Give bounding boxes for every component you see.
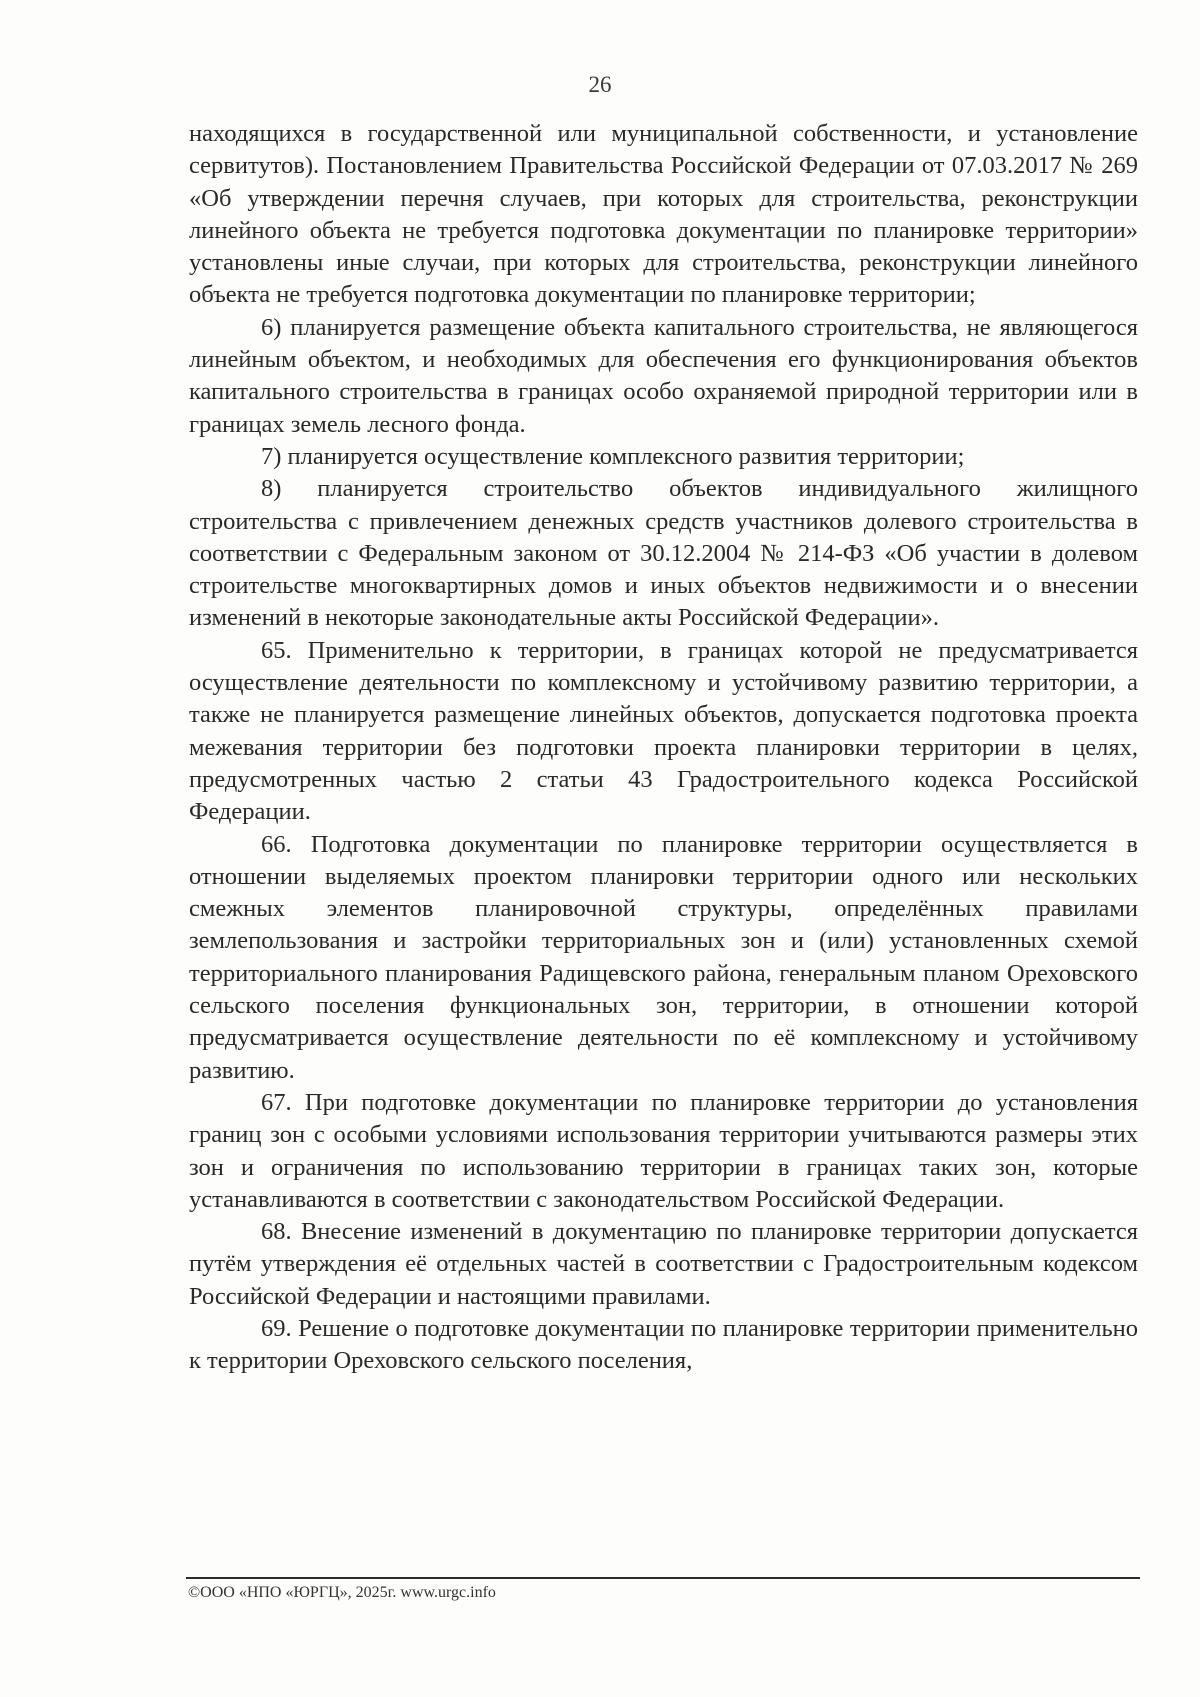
- paragraph-clause-65: 65. Применительно к территории, в границах которой не предусматривается осуществление деятельности по комплексному и устойчивому развитию территории, а также не планируется размещение линейных объектов, допускается подготовка проекта межевания территории без подготовки проекта планировки территории в целях, предусмотренных частью 2 статьи 43 Градостроительного кодекса Российской Федерации.: [189, 636, 1138, 826]
- paragraph-clause-66: 66. Подготовка документации по планировке территории осуществляется в отношении выделяемых проектом планировки территории одного или нескольких смежных элементов планировочной структуры, определённых правилами землепользования и застройки территориальных зон и (или) установленных схемой территориального планирования Радищевского района, генеральным планом Ореховского сельского поселения функциональных зон, территории, в отношении которой предусматривается осуществление деятельности по её комплексному и устойчивому развитию.: [189, 830, 1138, 1084]
- footer-divider: [186, 1577, 1140, 1579]
- paragraph-item-6: 6) планируется размещение объекта капитального строительства, не являющегося линейным объектом, и необходимых для обеспечения его функционирования объектов капитального строительства в границах особо охраняемой природной территории или в границах земель лесного фонда.: [189, 313, 1138, 438]
- paragraph-item-7: 7) планируется осуществление комплексного развития территории;: [261, 442, 965, 470]
- paragraph-clause-68: 68. Внесение изменений в документацию по планировке территории допускается путём утверждения её отдельных частей в соответствии с Градостроительным кодексом Российской Федерации и настоящими правилами.: [189, 1218, 1138, 1310]
- paragraph-continuation: находящихся в государственной или муниципальной собственности, и установление сервитутов). Постановлением Правительства Российской Федерации от 07.03.2017 № 269 «Об утверждении перечня случаев, при которых для строительства, реконструкции линейного объекта не требуется подготовка документации по планировке территории» установлены иные случаи, при которых для строительства, реконструкции линейного объекта не требуется подготовка документации по планировке территории;: [189, 120, 1138, 309]
- paragraph-clause-69: 69. Решение о подготовке документации по планировке территории применительно к территории Ореховского сельского поселения,: [189, 1314, 1138, 1375]
- paragraph-clause-67: 67. При подготовке документации по планировке территории до установления границ зон с особыми условиями использования территории учитываются размеры этих зон и ограничения по использованию территории в границах таких зон, которые устанавливаются в соответствии с законодательством Российской Федерации.: [189, 1088, 1138, 1213]
- page-number: 26: [588, 72, 612, 97]
- paragraph-item-8: 8) планируется строительство объектов индивидуального жилищного строительства с привлечением денежных средств участников долевого строительства в соответствии с Федеральным законом от 30.12.2004 № 214-ФЗ «Об участии в долевом строительстве многоквартирных домов и иных объектов недвижимости и о внесении изменений в некоторые законодательные акты Российской Федерации».: [189, 475, 1138, 632]
- document-body: [189, 118, 1138, 1378]
- footer-copyright: ©ООО «НПО «ЮРГЦ», 2025г. www.urgc.info: [188, 1584, 496, 1601]
